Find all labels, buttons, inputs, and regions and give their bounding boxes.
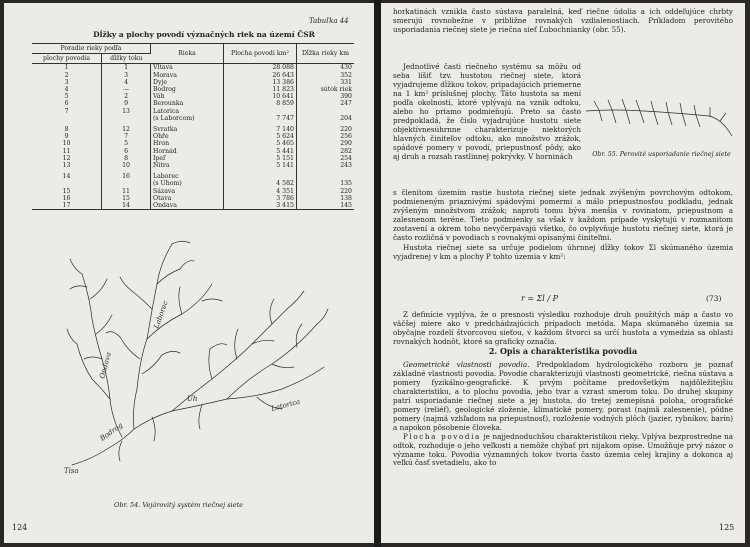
table-row [32,100,354,107]
table-title: Dĺžky a plochy povodí význačných riek na území ČSR [93,30,315,39]
cell-river: Latorica [151,108,224,115]
cell-order-area: 14 [32,173,102,180]
header-river: Rieka [151,44,224,64]
cell-area: 7 747 [224,115,297,122]
cell-length: 243 [340,162,352,170]
cell-order-area: 15 [32,188,102,195]
cell-area: 10 641 [224,93,297,100]
cell-length: 352 [340,71,352,79]
cell-order-area: 9 [32,133,102,140]
cell-area: 5 141 [224,162,297,169]
cell-river: Ipeľ [151,155,224,162]
cell-order-area: 1 [32,64,102,72]
table-row [32,72,354,79]
table-row [32,173,354,180]
cell-area [224,173,297,180]
table-row [32,140,354,147]
cell-order-area: 10 [32,140,102,147]
cell-order-area: 6 [32,100,102,107]
table-row [32,180,354,187]
map-label-laborec: Laborec [152,299,170,330]
cell-area: 5 151 [224,155,297,162]
page-number-right: 125 [719,523,735,532]
cell-river: Bodrog [151,86,224,93]
cell-order-length: 13 [102,108,151,115]
cell-length: 220 [340,126,352,134]
paragraph-3-text: Hustota riečnej siete sa určuje podielom úhrnnej dĺžky tokov Σl skúmaného územia vyjadrenej v km a plochy P tohto územia v km²: [393,242,733,261]
cell-river: Sázava [151,188,224,195]
page-number-left: 124 [12,523,28,532]
map-label-latorica: Latorica [270,397,302,413]
header-area: Plocha povodí km² [224,44,297,64]
cell-length: 204 [340,114,352,122]
cell-order-length: 12 [102,126,151,133]
paragraph-4-text: Z definície vyplýva, že o presnosti výsledku rozhoduje druh použitých máp a často vo väčšej miere ako v predchádzajúcich prípadoch metóda. Mapa skúmaného územia sa obyčajne rozdelí štvorcovou sieťou, v každom štvorci sa určí hustota a vymedzia sa oblasti rovnakých hodnôt, ktoré sa graficky označia. [393,310,733,346]
cell-area: 11 823 [224,86,297,93]
header-length: Dĺžka rieky km [297,44,355,64]
cell-area: 4 351 [224,188,297,195]
cell-order-length: 5 [102,140,151,147]
cell-area: 5 624 [224,133,297,140]
cell-length: 135 [340,180,352,188]
table-row [32,133,354,140]
cell-area: 8 859 [224,100,297,107]
cell-area: 5 441 [224,148,297,155]
cell-order-area: 16 [32,195,102,202]
paragraph-2a [393,63,581,161]
cell-river: Berounka [151,100,224,107]
table-row [32,108,354,115]
map-label-tisa: Tisa [64,467,79,475]
cell-order-area: 3 [32,79,102,86]
cell-order-area: 8 [32,126,102,133]
figure-caption-55: Obr. 55. Perovité usporiadanie riečnej siete [592,151,731,158]
cell-order-length: 15 [102,195,151,202]
cell-order-area: 12 [32,155,102,162]
cell-river: Morava [151,72,224,79]
cell-length: 247 [340,100,352,108]
cell-order-length: 9 [102,100,151,107]
cell-order-length [102,180,151,187]
cell-river: Ondava [151,202,224,210]
paragraph-2a-text: Jednotlivé časti riečneho systému sa môžu od seba líšiť tzv. hustotou riečnej siete, ktorá vyjadrujeme dĺžkou tokov, pripadajúcich priemerne na 1 km² príslušnej plochy. Táto hustota sa mení podľa okolností, ktoré vplývajú na vznik odtoku, alebo ho priamo podmieňujú. Preto sa často predpokladá, že číslo vyjadrujúce hustotu siete objektívnesúhrnne charakterizuje niektorých hlavných činiteľov odtoku, ako množstvo zrážok, spádové pomery v povodí, priepustnosť pôdy, ako aj druh a rozsah rastlinnej pokrývky. V horninách [393,62,581,161]
cell-order-area: 13 [32,162,102,169]
cell-order-area [32,180,102,187]
cell-area: 7 140 [224,126,297,133]
cell-length: 220 [340,187,352,195]
feather-network-figure [584,91,734,151]
cell-length: 282 [340,147,352,155]
cell-length: 390 [340,93,352,101]
table-row [32,195,354,202]
cell-river: Nitra [151,162,224,169]
cell-length: 256 [340,133,352,141]
left-page [4,3,374,543]
cell-order-area [32,115,102,122]
table-row [32,79,354,86]
book-gutter [374,0,381,547]
cell-order-length: 11 [102,188,151,195]
cell-order-area: 4 [32,86,102,93]
header-order-area: plochy povodia [32,54,102,64]
paragraph-5 [393,361,733,468]
table-row [32,162,354,169]
table-row [32,155,354,162]
map-label-bodrog: Bodrog [98,421,125,443]
paragraph-6-lead: Plocha povodia [403,431,481,441]
cell-length [297,173,355,180]
section-heading: 2. Opis a charakteristika povodia [488,346,638,356]
cell-river: Hron [151,140,224,147]
cell-length: 331 [340,78,352,86]
header-order: Poradie rieky podľa [32,44,151,54]
table-row [32,86,354,93]
table-row [32,202,354,210]
cell-order-length: 14 [102,202,151,210]
map-label-uh: Uh [187,395,198,403]
cell-river: Otava [151,195,224,202]
cell-length: sútok riek [320,86,352,94]
table-row [32,115,354,122]
header-order-length: dĺžky toku [102,54,151,64]
cell-order-length: — [102,86,151,93]
formula-73: r = Σl / P [521,294,558,303]
river-table [32,43,354,210]
cell-length: 145 [297,202,355,210]
cell-river: Laborec [151,173,224,180]
cell-river: Ohře [151,133,224,140]
cell-river: (s Uhom) [151,180,224,187]
paragraph-2b-text: s členitom územím rastie hustota riečnej siete jednak zvýšeným povrchovým odtokom, podmieneným priaznivými spádovými pomermi a málo priepustnosťou podkladu, jednak zvýšeným množstvom zrážok; naproti tomu býva menšia v rovinatom, priepustnom a zalesnenom teréne. Tieto podmienky sa však v každom prípade vyskytujú v rozmanitom zostavení a okrem toho nevyčerpávajú všetko, čo ovplyvňuje hustotu riečnej siete, ktorá je často rozličná v povodiach s rovnakými opísanými činiteľmi. [393,188,733,242]
cell-length: 254 [340,154,352,162]
cell-river: Váh [151,93,224,100]
figure-caption-54: Obr. 54. Vejárovitý systém riečnej siete [114,501,243,509]
table-label: Tabuľka 44 [309,17,349,25]
cell-order-area: 5 [32,93,102,100]
cell-order-length: 6 [102,148,151,155]
cell-area: 28 088 [224,64,297,72]
cell-order-length: 16 [102,173,151,180]
cell-order-area: 2 [32,72,102,79]
cell-order-length: 10 [102,162,151,169]
table-row [32,93,354,100]
cell-river: Hornád [151,148,224,155]
table-row [32,188,354,195]
paragraph-4 [393,311,733,347]
formula-number: (73) [706,294,722,303]
cell-area [224,108,297,115]
table-body [32,64,354,210]
cell-order-area: 17 [32,202,102,210]
cell-order-length: 1 [102,64,151,72]
cell-area: 5 465 [224,140,297,147]
cell-order-length: 3 [102,72,151,79]
cell-order-length: 8 [102,155,151,162]
cell-length: 138 [340,194,352,202]
river-fan-map [62,229,337,477]
table-row [32,64,354,72]
paragraph-5-text: Predpokladom hydrologického rozboru je poznať základné vlastnosti povodia. Povodie charakterizujú vlastnosti geometrické, riečna sústava a pomery fyzikálno-geografické. K prvým počítame predovšetkým najdôležitejšiu charakteristiku, a to plochu povodia, jeho tvar a vzrast smerom toku. Do druhej skupiny patrí usporiadanie riečnej siete a jej hustota, do tretej zemepisná poloha, orografické pomery (reliéf), geologické zloženie, klimatické pomery, porast (najmä zalesnenie), pôdne pomery (najmä vzhľadom na priepustnosť), rozloženie vodných plôch (jazier, rybníkov, barín) a napokon pôsobenie človeka. [393,360,733,432]
cell-river: Vltava [151,64,224,72]
table-row [32,126,354,133]
cell-area: 4 582 [224,180,297,187]
cell-area: 3 786 [224,195,297,202]
cell-order-length: 4 [102,79,151,86]
paragraph-6-text: je najjednoduchšou charakteristikou rieky. Vplýva bezprostredne na odtok, rozhoduje o jeho veľkosti a nemôže chýbať pri nijakom opise. Umožňuje prvý názor o význame toku. Povodia významných tokov tvoria často územia celej krajiny a dokonca aj veľkú časť svetadielu, ako to [393,431,733,468]
cell-length [297,108,355,115]
cell-length: 290 [340,140,352,148]
cell-length: 430 [340,64,352,72]
cell-river: (s Laborcom) [151,115,224,122]
cell-order-length [102,115,151,122]
cell-order-area: 7 [32,108,102,115]
paragraph-1-text: horkatinách vznikla často sústava paralelná, keď riečne údolia a ich oddeľujúce chrbty smerujú rovnobežne v približne rovnakých vzdialenostiach. Príkladom perovitého usporiadania riečnej siete je riečna sieť Ľubochnianky (obr. 55). [393,7,733,34]
cell-area: 26 643 [224,72,297,79]
right-page [381,3,745,543]
cell-order-length: 2 [102,93,151,100]
cell-order-area: 11 [32,148,102,155]
cell-area: 3 415 [224,202,297,210]
paragraph-5-lead: Geometrické vlastnosti povodia. [403,360,530,369]
cell-river: Svratka [151,126,224,133]
map-label-ondava: Ondava [98,351,113,380]
cell-area: 13 386 [224,79,297,86]
paragraph-1 [393,8,733,35]
cell-order-length: 7 [102,133,151,140]
cell-river: Dyje [151,79,224,86]
table-row [32,148,354,155]
paragraph-2b [393,189,733,262]
